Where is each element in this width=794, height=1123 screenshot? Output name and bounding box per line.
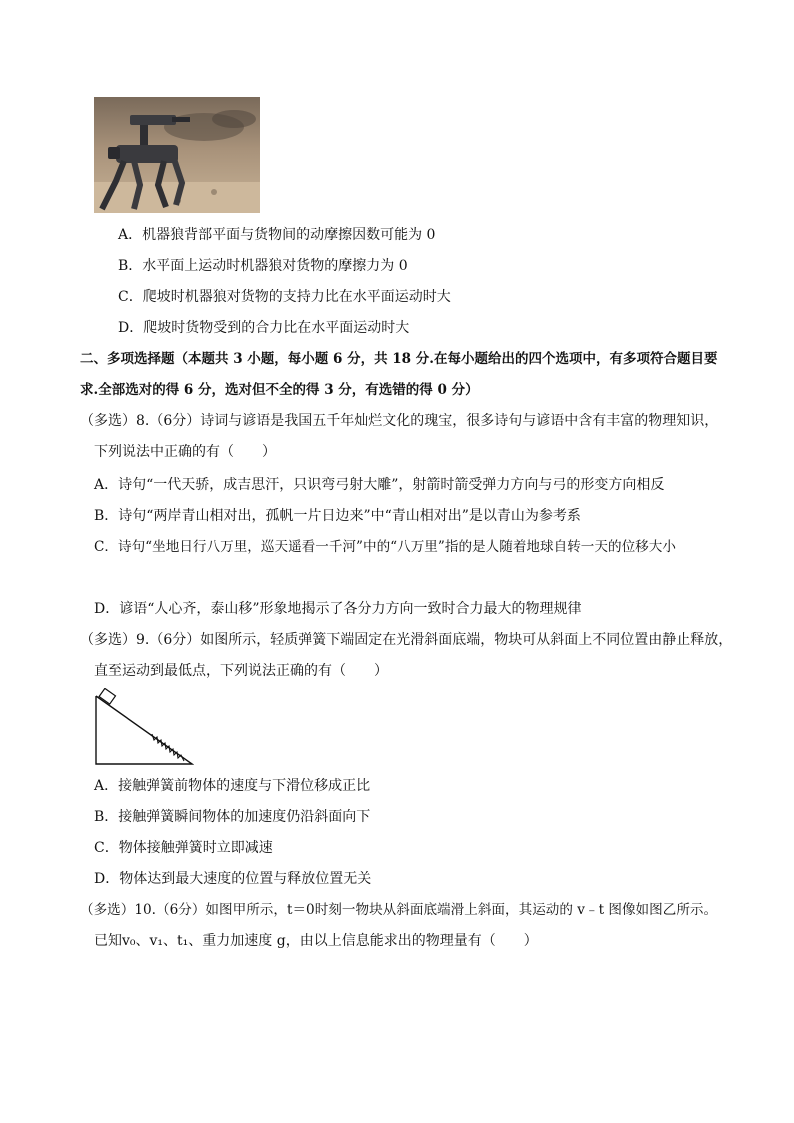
q9-option-d: D．物体达到最大速度的位置与释放位置无关 [94,871,372,887]
q8-option-b: B．诗句“两岸青山相对出，孤帆一片日边来”中“青山相对出”是以青山为参考系 [94,508,581,524]
q7-option-b: B．水平面上运动时机器狼对货物的摩擦力为 0 [118,258,408,274]
q9-option-c: C．物体接触弹簧时立即减速 [94,840,273,856]
q9-option-a: A．接触弹簧前物体的速度与下滑位移成正比 [94,778,371,794]
q7-option-c: C．爬坡时机器狼对货物的支持力比在水平面运动时大 [118,289,451,305]
q8-option-a: A．诗句“一代天骄，成吉思汗，只识弯弓射大雕”，射箭时箭受弹力方向与弓的形变方向相反 [94,477,665,493]
q8-stem-line2: 下列说法中正确的有（ ） [94,444,276,460]
q8-option-d: D．谚语“人心齐，泰山移”形象地揭示了各分力方向一致时合力最大的物理规律 [94,601,582,617]
section2-heading-line2: 求.全部选对的得 6 分，选对但不全的得 3 分，有选错的得 0 分） [80,382,479,398]
robot-dog-photo [94,97,260,213]
q8-option-c: C．诗句“坐地日行八万里，巡天遥看一千河”中的“八万里”指的是人随着地球自转一天的位移大小 [94,539,676,555]
q9-stem-line2: 直至运动到最低点，下列说法正确的有（ ） [94,663,388,679]
q8-stem-line1: （多选）8.（6分）诗词与谚语是我国五千年灿烂文化的瑰宝，很多诗句与谚语中含有丰富的物理知识， [80,413,719,429]
section2-heading-line1: 二、多项选择题（本题共 3 小题，每小题 6 分，共 18 分.在每小题给出的四个选项中，有多项符合题目要 [80,351,718,367]
incline-spring-diagram [92,688,194,768]
q7-option-d: D．爬坡时货物受到的合力比在水平面运动时大 [118,320,410,336]
q7-option-a: A．机器狼背部平面与货物间的动摩擦因数可能为 0 [118,227,436,243]
q9-option-b: B．接触弹簧瞬间物体的加速度仍沿斜面向下 [94,809,371,825]
q9-stem-line1: （多选）9.（6分）如图所示，轻质弹簧下端固定在光滑斜面底端，物块可从斜面上不同位置由静止释放， [80,632,733,648]
q10-stem-line2: 已知v₀、v₁、t₁、重力加速度 g，由以上信息能求出的物理量有（ ） [94,933,538,949]
q10-stem-line1: （多选）10.（6分）如图甲所示，t＝0时刻一物块从斜面底端滑上斜面，其运动的 v﹣t 图像如图乙所示。 [80,902,718,918]
